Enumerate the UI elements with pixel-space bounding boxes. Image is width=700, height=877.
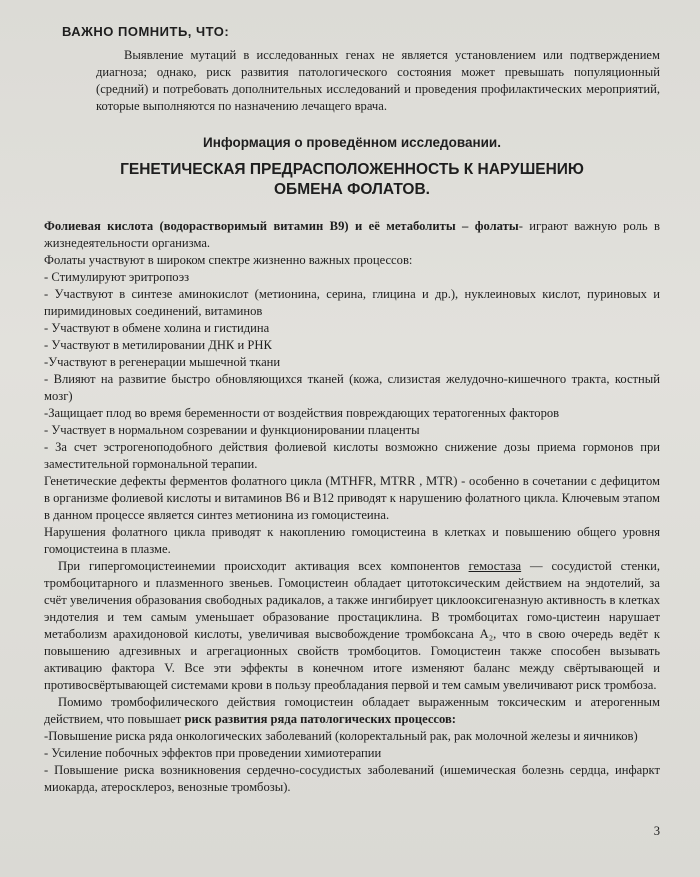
hyper-start: При гипергомоцистеинемии происходит активация всех компонентов	[58, 559, 469, 573]
risk-item: - Повышение риска возникновения сердечно-сосудистых заболеваний (ишемическая болезнь сердца, инфаркт миокарда, атеросклероз, венозные тромбозы).	[44, 763, 660, 794]
list-item: -Участвуют в регенерации мышечной ткани	[44, 355, 281, 369]
toxic-bold: риск развития ряда патологических процессов:	[184, 712, 457, 726]
toxic-start: Помимо тромбофилического действия гомоцистеин обладает выраженным токсическим и атерогенным действием, что повышает	[44, 695, 660, 726]
defects-paragraph: Генетические дефекты ферментов фолатного цикла (MTHFR, MTRR , MTR) - особенно в сочетании с дефицитом в организме фолиевой кислоты и витаминов В6 и В12 приводят к нарушению фолатного цикла. Ключевым этапом в данном процессе является синтез метионина из гомоцистеина.	[44, 474, 660, 522]
list-item: - Участвуют в обмене холина и гистидина	[44, 321, 270, 335]
main-title	[44, 160, 660, 200]
important-heading: ВАЖНО ПОМНИТЬ, ЧТО:	[62, 24, 230, 39]
main-title-line-2: ОБМЕНА ФОЛАТОВ.	[274, 181, 430, 198]
hyper-rest: — сосудистой стенки, тромбоцитарного и плазменного звеньев. Гомоцистеин обладает цитотоксическим действием на эндотелий, за счёт увеличения образования свободных радикалов, а также ингибирует циклооксигеназную активность в клетках эндотелия и тем самым уменьшает образование простациклина. В тромбоцитах гомо-цистеин нарушает метаболизм арахидоновой кислоты, увеличивая высвобождение тромбоксана А₂, что в свою очередь ведёт к повышению адгезивных и агрегационных свойств тромбоцитов. Гомоцистеин также способен вызывать активацию фактора V. Все эти эффекты в конечном итоге изменяют баланс между свёртывающей и противосвёртывающей системами крови в пользу преобладания первой и тем самым увеличивают риск тромбоза.	[44, 559, 660, 692]
intro-rest: - играют важную роль в жизнедеятельности организма.	[44, 219, 660, 250]
disclaimer-paragraph: Выявление мутаций в исследованных генах не является установлением или подтверждением диагноза; однако, риск развития патологического состояния может превышать популяционный (средний) и потребовать дополнительных исследований и проведения профилактических мероприятий, которые выполняются по назначению лечащего врача.	[96, 48, 660, 113]
list-item: - Участвуют в метилировании ДНК и РНК	[44, 338, 272, 352]
main-title-line-1: ГЕНЕТИЧЕСКАЯ ПРЕДРАСПОЛОЖЕННОСТЬ К НАРУШЕНИЮ	[120, 161, 584, 178]
intro-paragraph	[44, 218, 660, 252]
list-item: - Влияют на развитие быстро обновляющихся тканей (кожа, слизистая желудочно-кишечного тракта, костный мозг)	[44, 372, 660, 403]
hemostasis-term: гемостаза	[468, 559, 522, 573]
list-item: - Участвуют в синтезе аминокислот (метионина, серина, глицина и др.), нуклеиновых кислот, пуриновых и пиримидиновых соединений, витаминов	[44, 287, 660, 318]
risk-item: -Повышение риска ряда онкологических заболеваний (колоректальный рак, рак молочной железы и яичников)	[44, 729, 638, 743]
body-text	[44, 218, 660, 796]
info-heading: Информация о проведённом исследовании.	[203, 135, 501, 150]
list-item: - Участвует в нормальном созревании и функционировании плаценты	[44, 423, 420, 437]
page-number: 3	[653, 824, 660, 838]
list-item: - За счет эстрогеноподобного действия фолиевой кислоты возможно снижение дозы приема гормонов при заместительной гормональной терапии.	[44, 440, 660, 471]
intro-bold: Фолиевая кислота (водорастворимый витамин В9) и её метаболиты – фолаты	[44, 219, 519, 233]
processes-intro: Фолаты участвуют в широком спектре жизненно важных процессов:	[44, 253, 413, 267]
disorders-paragraph: Нарушения фолатного цикла приводят к накоплению гомоцистеина в клетках и повышению общего уровня гомоцистеина в плазме.	[44, 525, 660, 556]
list-item: - Стимулируют эритропоэз	[44, 270, 190, 284]
risk-item: - Усиление побочных эффектов при проведении химиотерапии	[44, 746, 382, 760]
hyperhomocysteinemia-paragraph	[44, 558, 660, 694]
list-item: -Защищает плод во время беременности от воздействия повреждающих тератогенных факторов	[44, 406, 560, 420]
toxic-paragraph	[44, 694, 660, 728]
